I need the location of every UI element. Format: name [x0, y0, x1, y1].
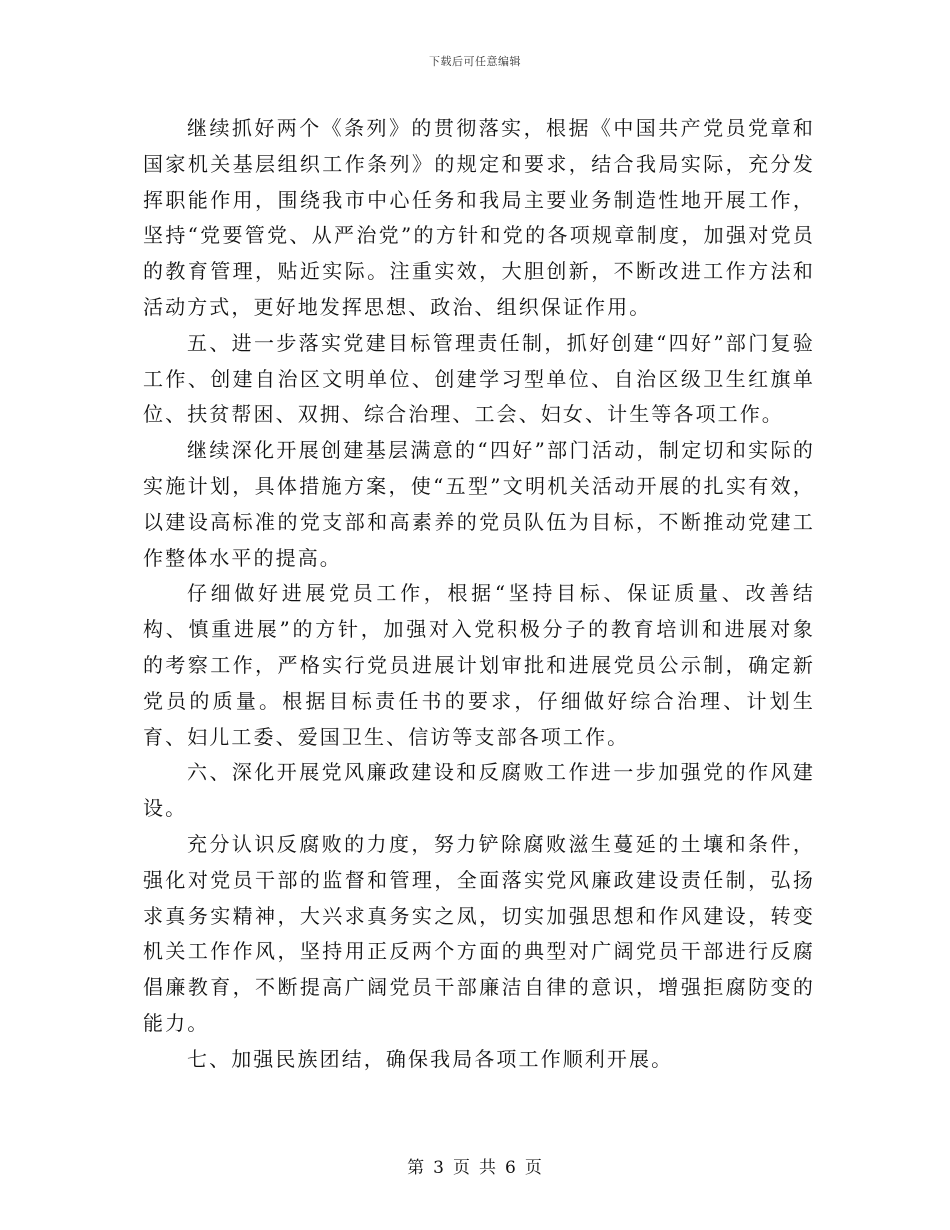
- footer-page-word: 页: [453, 1158, 471, 1178]
- paragraph-3: 继续深化开展创建基层满意的“四好”部门活动，制定切和实际的实施计划，具体措施方案，使“五型”文明机关活动开展的扎实有效，以建设高标准的党支部和高素养的党员队伍为目标，不断推动党建工作整体水平的提高。: [143, 438, 815, 570]
- page-number-footer: [0, 1153, 950, 1178]
- footer-suffix: 页: [524, 1158, 543, 1178]
- paragraph-2: 五、进一步落实党建目标管理责任制，抓好创建“四好”部门复验工作、创建自治区文明单位、创建学习型单位、自治区级卫生红旗单位、扶贫帮困、双拥、综合治理、工会、妇女、计生等各项工作。: [143, 330, 815, 427]
- paragraph-5: 六、深化开展党风廉政建设和反腐败工作进一步加强党的作风建设。: [143, 760, 815, 821]
- document-body: [143, 111, 815, 1078]
- paragraph-4: 仔细做好进展党员工作，根据“坚持目标、保证质量、改善结构、慎重进展”的方针，加强对入党积极分子的教育培训和进展对象的考察工作，严格实行党员进展计划审批和进展党员公示制，确定新党员的质量。根据目标责任书的要求，仔细做好综合治理、计划生育、妇儿工委、爱国卫生、信访等支部各项工作。: [143, 581, 815, 749]
- footer-total-word: 共: [479, 1158, 497, 1178]
- footer-prefix: 第: [407, 1158, 426, 1178]
- footer-total-pages: 6: [505, 1158, 517, 1178]
- paragraph-7: 七、加强民族团结，确保我局各项工作顺利开展。: [187, 1046, 674, 1071]
- page-header-note: 下载后可任意编辑: [429, 55, 521, 68]
- paragraph-6: 充分认识反腐败的力度，努力铲除腐败滋生蔓延的土壤和条件，强化对党员干部的监督和管理，全面落实党风廉政建设责任制，弘扬求真务实精神，大兴求真务实之凤，切实加强思想和作风建设，转变机关工作作风，坚持用正反两个方面的典型对广阔党员干部进行反腐倡廉教育，不断提高广阔党员干部廉洁自律的意识，增强拒腐防变的能力。: [143, 831, 815, 1035]
- footer-current-page: 3: [433, 1158, 445, 1178]
- paragraph-1: 继续抓好两个《条列》的贯彻落实，根据《中国共产党员党章和国家机关基层组织工作条列》的规定和要求，结合我局实际，充分发挥职能作用，围绕我市中心任务和我局主要业务制造性地开展工作，坚持“党要管党、从严治党”的方针和党的各项规章制度，加强对党员的教育管理，贴近实际。注重实效，大胆创新，不断改进工作方法和活动方式，更好地发挥思想、政治、组织保证作用。: [143, 116, 815, 319]
